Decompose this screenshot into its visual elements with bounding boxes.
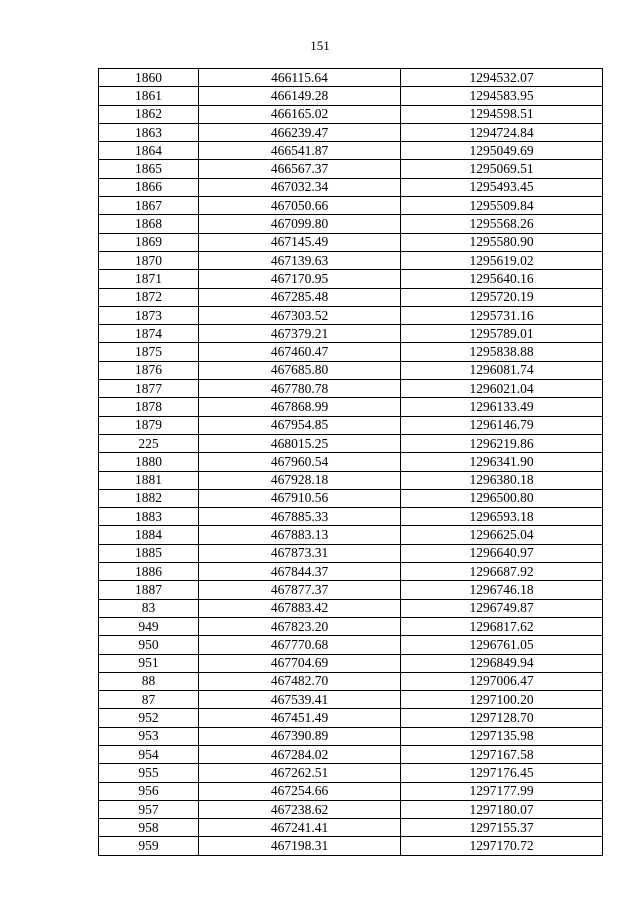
point-number-cell: 958 — [99, 819, 199, 837]
x-coordinate-cell: 467050.66 — [199, 197, 401, 215]
table-row — [99, 123, 603, 141]
table-row — [99, 288, 603, 306]
y-coordinate-cell: 1296849.94 — [401, 654, 603, 672]
x-coordinate-cell: 467262.51 — [199, 764, 401, 782]
x-coordinate-cell: 466567.37 — [199, 160, 401, 178]
point-number-cell: 1867 — [99, 197, 199, 215]
table-row — [99, 599, 603, 617]
x-coordinate-cell: 467873.31 — [199, 544, 401, 562]
table-row — [99, 691, 603, 709]
x-coordinate-cell: 467954.85 — [199, 416, 401, 434]
table-row — [99, 434, 603, 452]
table-row — [99, 416, 603, 434]
y-coordinate-cell: 1294724.84 — [401, 123, 603, 141]
table-row — [99, 380, 603, 398]
y-coordinate-cell: 1296687.92 — [401, 563, 603, 581]
x-coordinate-cell: 466165.02 — [199, 105, 401, 123]
y-coordinate-cell: 1295838.88 — [401, 343, 603, 361]
table-row — [99, 142, 603, 160]
x-coordinate-cell: 467539.41 — [199, 691, 401, 709]
point-number-cell: 950 — [99, 636, 199, 654]
y-coordinate-cell: 1296500.80 — [401, 489, 603, 507]
x-coordinate-cell: 467685.80 — [199, 361, 401, 379]
table-row — [99, 160, 603, 178]
x-coordinate-cell: 466239.47 — [199, 123, 401, 141]
point-number-cell: 951 — [99, 654, 199, 672]
table-row — [99, 343, 603, 361]
x-coordinate-cell: 467198.31 — [199, 837, 401, 855]
table-row — [99, 105, 603, 123]
x-coordinate-cell: 467254.66 — [199, 782, 401, 800]
x-coordinate-cell: 467482.70 — [199, 672, 401, 690]
point-number-cell: 954 — [99, 745, 199, 763]
table-row — [99, 453, 603, 471]
y-coordinate-cell: 1296380.18 — [401, 471, 603, 489]
table-row — [99, 233, 603, 251]
table-row — [99, 800, 603, 818]
point-number-cell: 953 — [99, 727, 199, 745]
y-coordinate-cell: 1294598.51 — [401, 105, 603, 123]
y-coordinate-cell: 1295731.16 — [401, 306, 603, 324]
x-coordinate-cell: 467960.54 — [199, 453, 401, 471]
x-coordinate-cell: 467928.18 — [199, 471, 401, 489]
point-number-cell: 1864 — [99, 142, 199, 160]
y-coordinate-cell: 1297177.99 — [401, 782, 603, 800]
x-coordinate-cell: 467885.33 — [199, 508, 401, 526]
point-number-cell: 952 — [99, 709, 199, 727]
table-row — [99, 251, 603, 269]
x-coordinate-cell: 467823.20 — [199, 617, 401, 635]
table-row — [99, 87, 603, 105]
y-coordinate-cell: 1295720.19 — [401, 288, 603, 306]
y-coordinate-cell: 1297128.70 — [401, 709, 603, 727]
y-coordinate-cell: 1296817.62 — [401, 617, 603, 635]
table-row — [99, 837, 603, 855]
table-row — [99, 526, 603, 544]
point-number-cell: 1874 — [99, 325, 199, 343]
table-row — [99, 782, 603, 800]
x-coordinate-cell: 467379.21 — [199, 325, 401, 343]
x-coordinate-cell: 467303.52 — [199, 306, 401, 324]
table-row — [99, 544, 603, 562]
point-number-cell: 1875 — [99, 343, 199, 361]
y-coordinate-cell: 1296133.49 — [401, 398, 603, 416]
table-row — [99, 727, 603, 745]
point-number-cell: 1870 — [99, 251, 199, 269]
y-coordinate-cell: 1294583.95 — [401, 87, 603, 105]
y-coordinate-cell: 1296625.04 — [401, 526, 603, 544]
point-number-cell: 956 — [99, 782, 199, 800]
y-coordinate-cell: 1295493.45 — [401, 178, 603, 196]
y-coordinate-cell: 1297170.72 — [401, 837, 603, 855]
point-number-cell: 1887 — [99, 581, 199, 599]
point-number-cell: 87 — [99, 691, 199, 709]
y-coordinate-cell: 1295619.02 — [401, 251, 603, 269]
y-coordinate-cell: 1296146.79 — [401, 416, 603, 434]
point-number-cell: 1876 — [99, 361, 199, 379]
x-coordinate-cell: 466149.28 — [199, 87, 401, 105]
table-row — [99, 745, 603, 763]
y-coordinate-cell: 1297176.45 — [401, 764, 603, 782]
x-coordinate-cell: 467883.13 — [199, 526, 401, 544]
point-number-cell: 1872 — [99, 288, 199, 306]
x-coordinate-cell: 467170.95 — [199, 270, 401, 288]
point-number-cell: 1862 — [99, 105, 199, 123]
y-coordinate-cell: 1296746.18 — [401, 581, 603, 599]
table-row — [99, 654, 603, 672]
table-row — [99, 819, 603, 837]
y-coordinate-cell: 1296021.04 — [401, 380, 603, 398]
point-number-cell: 1885 — [99, 544, 199, 562]
x-coordinate-cell: 467910.56 — [199, 489, 401, 507]
y-coordinate-cell: 1296219.86 — [401, 434, 603, 452]
point-number-cell: 1877 — [99, 380, 199, 398]
x-coordinate-cell: 467238.62 — [199, 800, 401, 818]
x-coordinate-cell: 467241.41 — [199, 819, 401, 837]
point-number-cell: 1882 — [99, 489, 199, 507]
table-row — [99, 508, 603, 526]
x-coordinate-cell: 467704.69 — [199, 654, 401, 672]
y-coordinate-cell: 1296761.05 — [401, 636, 603, 654]
x-coordinate-cell: 467780.78 — [199, 380, 401, 398]
y-coordinate-cell: 1295568.26 — [401, 215, 603, 233]
point-number-cell: 83 — [99, 599, 199, 617]
x-coordinate-cell: 467285.48 — [199, 288, 401, 306]
point-number-cell: 1869 — [99, 233, 199, 251]
y-coordinate-cell: 1295049.69 — [401, 142, 603, 160]
page-number: 151 — [310, 38, 330, 53]
point-number-cell: 88 — [99, 672, 199, 690]
x-coordinate-cell: 468015.25 — [199, 434, 401, 452]
table-row — [99, 563, 603, 581]
x-coordinate-cell: 467139.63 — [199, 251, 401, 269]
point-number-cell: 1868 — [99, 215, 199, 233]
x-coordinate-cell: 467460.47 — [199, 343, 401, 361]
table-row — [99, 581, 603, 599]
point-number-cell: 957 — [99, 800, 199, 818]
table-row — [99, 197, 603, 215]
point-number-cell: 949 — [99, 617, 199, 635]
table-row — [99, 617, 603, 635]
table-row — [99, 672, 603, 690]
x-coordinate-cell: 467099.80 — [199, 215, 401, 233]
point-number-cell: 225 — [99, 434, 199, 452]
y-coordinate-cell: 1296640.97 — [401, 544, 603, 562]
y-coordinate-cell: 1294532.07 — [401, 69, 603, 87]
point-number-cell: 1873 — [99, 306, 199, 324]
x-coordinate-cell: 467032.34 — [199, 178, 401, 196]
x-coordinate-cell: 467883.42 — [199, 599, 401, 617]
table-row — [99, 215, 603, 233]
y-coordinate-cell: 1295789.01 — [401, 325, 603, 343]
y-coordinate-cell: 1296593.18 — [401, 508, 603, 526]
y-coordinate-cell: 1297167.58 — [401, 745, 603, 763]
point-number-cell: 1879 — [99, 416, 199, 434]
point-number-cell: 955 — [99, 764, 199, 782]
x-coordinate-cell: 467844.37 — [199, 563, 401, 581]
table-row — [99, 361, 603, 379]
x-coordinate-cell: 466541.87 — [199, 142, 401, 160]
table-row — [99, 764, 603, 782]
y-coordinate-cell: 1296341.90 — [401, 453, 603, 471]
y-coordinate-cell: 1296081.74 — [401, 361, 603, 379]
table-row — [99, 471, 603, 489]
x-coordinate-cell: 467390.89 — [199, 727, 401, 745]
table-body — [99, 69, 603, 856]
point-number-cell: 959 — [99, 837, 199, 855]
x-coordinate-cell: 467284.02 — [199, 745, 401, 763]
table-row — [99, 636, 603, 654]
x-coordinate-cell: 467868.99 — [199, 398, 401, 416]
y-coordinate-cell: 1296749.87 — [401, 599, 603, 617]
table-row — [99, 69, 603, 87]
point-number-cell: 1883 — [99, 508, 199, 526]
point-number-cell: 1871 — [99, 270, 199, 288]
coordinates-table — [98, 68, 603, 856]
point-number-cell: 1865 — [99, 160, 199, 178]
y-coordinate-cell: 1297100.20 — [401, 691, 603, 709]
point-number-cell: 1863 — [99, 123, 199, 141]
x-coordinate-cell: 467770.68 — [199, 636, 401, 654]
y-coordinate-cell: 1297155.37 — [401, 819, 603, 837]
y-coordinate-cell: 1297180.07 — [401, 800, 603, 818]
x-coordinate-cell: 467145.49 — [199, 233, 401, 251]
x-coordinate-cell: 467877.37 — [199, 581, 401, 599]
point-number-cell: 1880 — [99, 453, 199, 471]
y-coordinate-cell: 1295580.90 — [401, 233, 603, 251]
table-row — [99, 306, 603, 324]
point-number-cell: 1860 — [99, 69, 199, 87]
table-row — [99, 489, 603, 507]
y-coordinate-cell: 1295509.84 — [401, 197, 603, 215]
point-number-cell: 1884 — [99, 526, 199, 544]
table-row — [99, 709, 603, 727]
x-coordinate-cell: 466115.64 — [199, 69, 401, 87]
x-coordinate-cell: 467451.49 — [199, 709, 401, 727]
table-row — [99, 270, 603, 288]
table-row — [99, 325, 603, 343]
point-number-cell: 1881 — [99, 471, 199, 489]
y-coordinate-cell: 1295640.16 — [401, 270, 603, 288]
table-row — [99, 398, 603, 416]
point-number-cell: 1886 — [99, 563, 199, 581]
point-number-cell: 1866 — [99, 178, 199, 196]
point-number-cell: 1878 — [99, 398, 199, 416]
y-coordinate-cell: 1297006.47 — [401, 672, 603, 690]
table-row — [99, 178, 603, 196]
y-coordinate-cell: 1295069.51 — [401, 160, 603, 178]
y-coordinate-cell: 1297135.98 — [401, 727, 603, 745]
point-number-cell: 1861 — [99, 87, 199, 105]
